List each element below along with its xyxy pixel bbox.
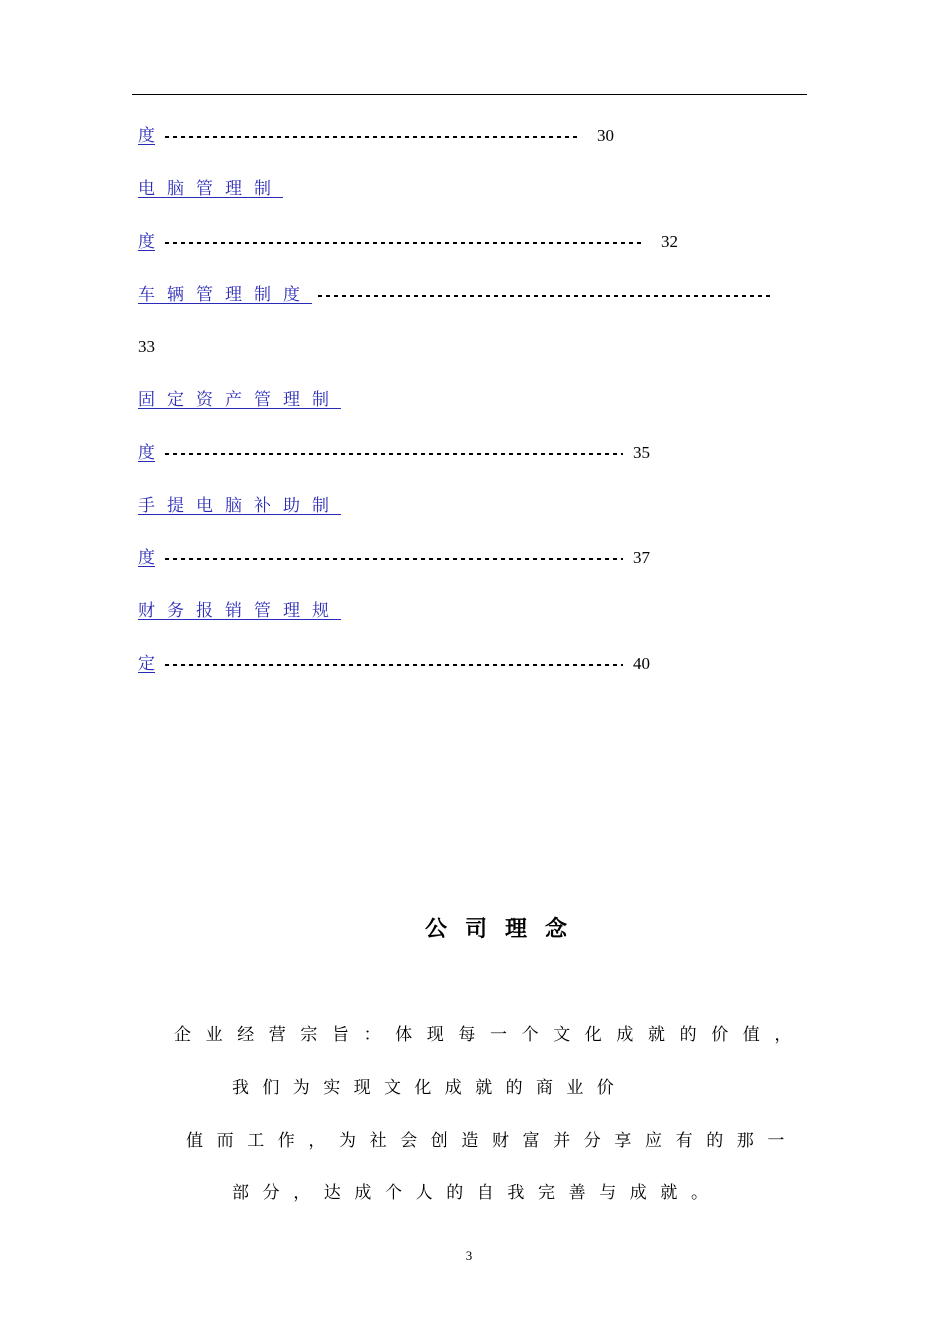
paragraph-line: 部分，达成个人的自我完善与成就。 xyxy=(232,1183,722,1203)
toc-leader xyxy=(165,453,623,455)
toc-page-number: 33 xyxy=(138,337,155,356)
header-rule xyxy=(132,94,807,95)
toc-page-number: 30 xyxy=(597,126,614,145)
toc-leader xyxy=(165,136,579,138)
toc-link[interactable]: 财务报销管理规 xyxy=(138,601,341,621)
toc-page-number-line xyxy=(138,335,155,359)
toc-page-number: 35 xyxy=(633,443,650,462)
section-title: 公司理念 xyxy=(424,917,585,942)
toc-link[interactable]: 电脑管理制 xyxy=(138,179,283,199)
toc-entry[interactable] xyxy=(138,441,650,465)
toc-link[interactable]: 定 xyxy=(138,654,155,674)
toc-link[interactable]: 度 xyxy=(138,443,155,463)
toc-entry[interactable] xyxy=(138,599,341,623)
paragraph-line: 企业经营宗旨：体现每一个文化成就的价值， xyxy=(174,1025,806,1045)
paragraph-line: 值而工作，为社会创造财富并分享应有的那一 xyxy=(186,1131,798,1151)
toc-leader xyxy=(318,295,774,297)
toc-entry[interactable] xyxy=(138,283,774,307)
toc-entry[interactable] xyxy=(138,388,341,412)
toc-leader xyxy=(165,242,643,244)
toc-page-number: 37 xyxy=(633,548,650,567)
toc-entry[interactable] xyxy=(138,652,650,676)
toc-link[interactable]: 度 xyxy=(138,232,155,252)
page-number: 3 xyxy=(465,1248,473,1263)
toc-page-number: 32 xyxy=(661,232,678,251)
toc-entry[interactable] xyxy=(138,177,283,201)
toc-link[interactable]: 固定资产管理制 xyxy=(138,390,341,410)
toc-leader xyxy=(165,558,623,560)
toc-entry[interactable] xyxy=(138,124,614,148)
toc-link[interactable]: 度 xyxy=(138,548,155,568)
toc-link[interactable]: 度 xyxy=(138,126,155,146)
toc-leader xyxy=(165,664,623,666)
paragraph-line: 我们为实现文化成就的商业价 xyxy=(232,1078,628,1098)
toc-entry[interactable] xyxy=(138,546,650,570)
toc-entry[interactable] xyxy=(138,494,341,518)
toc-entry[interactable] xyxy=(138,230,678,254)
toc-link[interactable]: 手提电脑补助制 xyxy=(138,496,341,516)
toc-link[interactable]: 车辆管理制度 xyxy=(138,285,312,305)
toc-page-number: 40 xyxy=(633,654,650,673)
